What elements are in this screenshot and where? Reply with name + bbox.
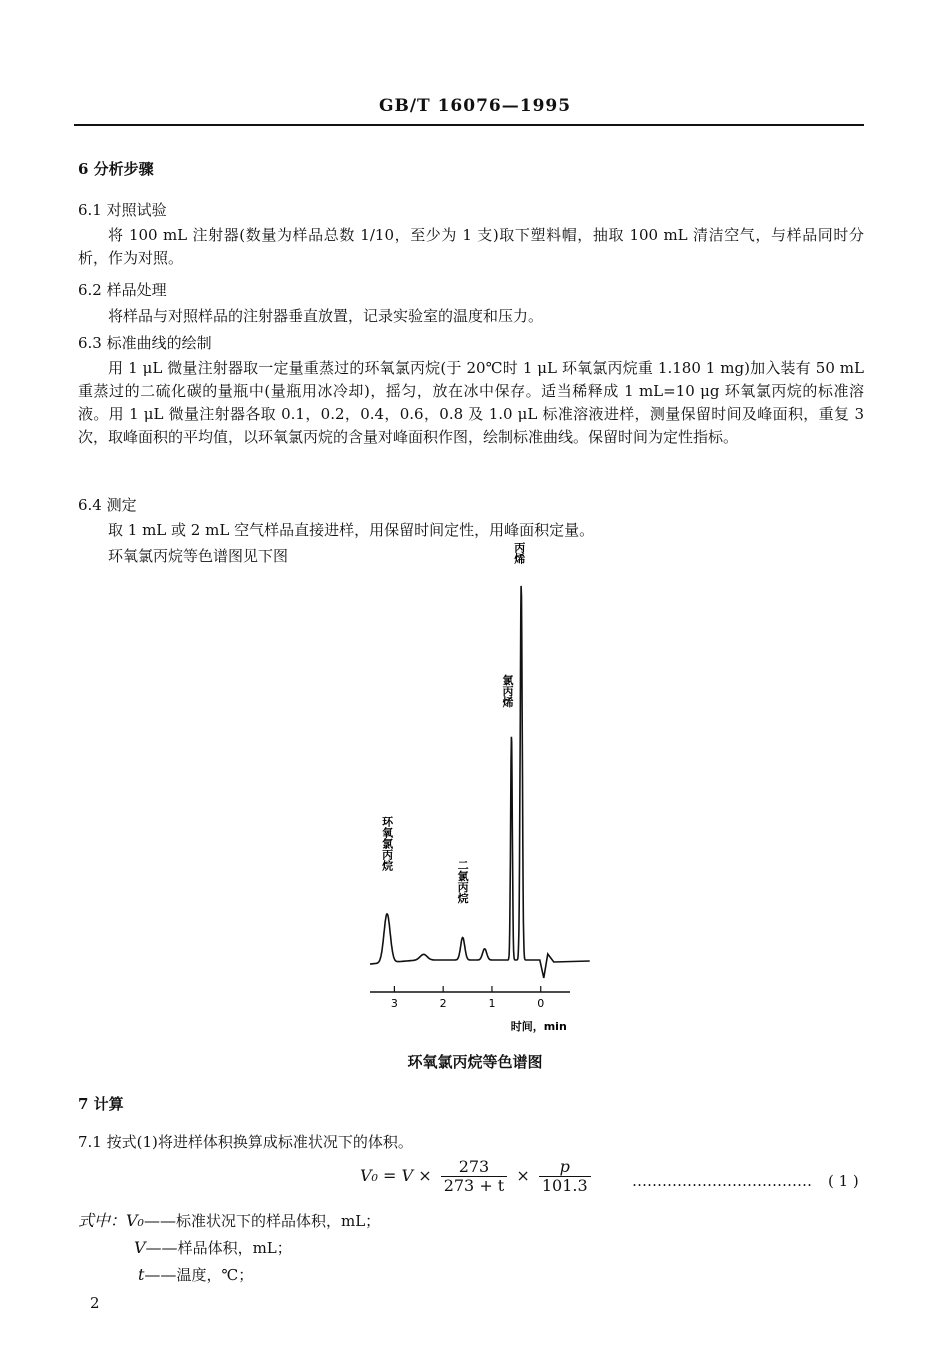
page-header: GB/T 16076—1995 <box>378 96 572 116</box>
x-tick-label: 3 <box>390 997 398 1010</box>
fraction-temperature-num: 273 <box>441 1158 508 1177</box>
header-rule <box>74 124 864 126</box>
where-symbol: V—— <box>134 1238 178 1257</box>
fraction-pressure-num: p <box>539 1158 591 1177</box>
fraction-temperature <box>441 1158 508 1195</box>
formula-times: × <box>516 1166 530 1185</box>
peak-label: 二氯丙烷 <box>456 859 470 904</box>
x-axis-label: 时间，min <box>510 1020 567 1033</box>
peak-label: 丙烯 <box>512 542 526 564</box>
fraction-pressure-den: 101.3 <box>541 1176 588 1195</box>
section-6-3-title: 6.3 标准曲线的绘制 <box>78 334 212 352</box>
section-6-4-text: 取 1 mL 或 2 mL 空气样品直接进样，用保留时间定性，用峰面积定量。 <box>108 521 595 539</box>
where-symbol: t—— <box>138 1265 177 1284</box>
formula-lhs: V₀ = V × <box>360 1166 432 1185</box>
chromatogram <box>340 542 600 1040</box>
formula-1 <box>360 1158 595 1195</box>
chromatogram-intro: 环氧氯丙烷等色谱图见下图 <box>108 547 289 565</box>
peak-label: 氯丙烯 <box>500 674 514 708</box>
peak-label: 环氧氯丙烷 <box>380 815 394 871</box>
section-6-3-text: 用 1 μL 微量注射器取一定量重蒸过的环氧氯丙烷(于 20℃时 1 μL 环氧氯丙烷重 1.180 1 mg)加入装有 50 mL 重蒸过的二硫化碳的量瓶中(量瓶用冰冷却)，摇匀，放在冰中保存。适当稀释成 1 mL=10 μg 环氧氯丙烷的标准溶液。用 1 μL 微量注射器各取 0.1，0.2，0.4，0.6，0.8 及 1.0 μL 标准溶液进样，测量保留时间及峰面积，重复 3 次，取峰面积的平均值，以环氧氯丙烷的含量对峰面积作图，绘制标准曲线。保留时间为定性指标。 <box>78 359 864 446</box>
chromatogram-trace <box>370 586 590 978</box>
section-6-2-text: 将样品与对照样品的注射器垂直放置，记录实验室的温度和压力。 <box>108 307 544 325</box>
where-item-v0 <box>78 1210 380 1232</box>
where-symbol: 式中：V₀—— <box>78 1211 176 1230</box>
where-desc: 样品体积，mL； <box>177 1239 292 1257</box>
section-6-1-title: 6.1 对照试验 <box>78 201 167 219</box>
section-6-2-title: 6.2 样品处理 <box>78 281 167 299</box>
section-6-title: 6 分析步骤 <box>78 160 154 178</box>
section-6-1-text: 将 100 mL 注射器(数量为样品总数 1/10，至少为 1 支)取下塑料帽，抽取 100 mL 清洁空气，与样品同时分析，作为对照。 <box>78 226 864 267</box>
x-tick-label: 0 <box>537 997 545 1010</box>
page-number: 2 <box>90 1294 100 1312</box>
where-item-t <box>138 1264 253 1286</box>
where-desc: 温度，℃； <box>176 1266 254 1284</box>
formula-number: ( 1 ) <box>828 1172 859 1190</box>
where-item-v <box>134 1237 292 1259</box>
fraction-temperature-den: 273 + t <box>443 1176 505 1195</box>
fraction-pressure <box>539 1158 591 1195</box>
section-7-title: 7 计算 <box>78 1095 124 1113</box>
section-6-4-title: 6.4 测定 <box>78 496 137 514</box>
section-7-1-title: 7.1 按式(1)将进样体积换算成标准状况下的体积。 <box>78 1133 413 1151</box>
x-tick-label: 1 <box>488 997 496 1010</box>
x-tick-label: 2 <box>439 997 447 1010</box>
formula-leader-dots: ……………………………… <box>632 1172 812 1190</box>
chromatogram-caption: 环氧氯丙烷等色谱图 <box>407 1053 543 1071</box>
where-desc: 标准状况下的样品体积，mL； <box>175 1212 381 1230</box>
